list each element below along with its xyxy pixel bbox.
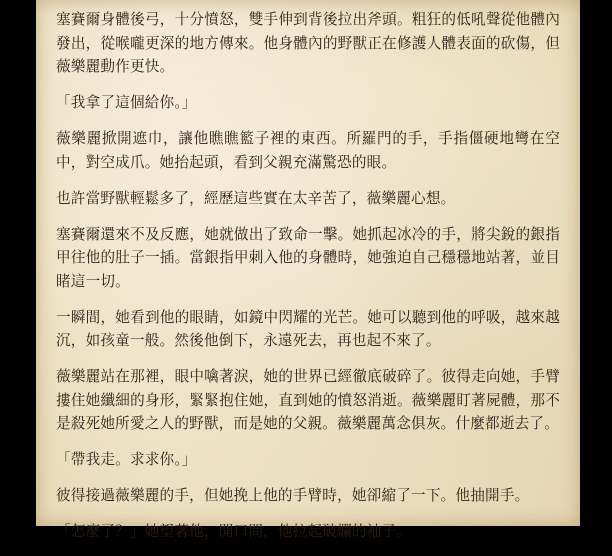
paragraph: 塞賽爾還來不及反應，她就做出了致命一擊。她抓起冰冷的手，將尖銳的銀指甲往他的肚子一插。當銀指甲刺入他的身體時，她強迫自己穩穩地站著，並目睹這一切。: [56, 225, 560, 290]
paragraph: 塞賽爾身體後弓，十分憤怒，雙手伸到背後拉出斧頭。粗狂的低吼聲從他體內發出，從喉嚨更深的地方傳來。他身體內的野獸正在修護人體表面的砍傷，但薇樂麗動作更快。: [56, 11, 560, 75]
page-text: [56, 8, 560, 556]
paragraph: 也許當野獸輕鬆多了，經歷這些實在太辛苦了，薇樂麗心想。: [56, 189, 456, 207]
paragraph: 「帶我走。求求你。」: [56, 451, 197, 468]
paragraph: 「怎麼了？」她望著他，開口問，他拉起破爛的袖子。: [56, 523, 412, 540]
paragraph: 「我拿了這個給你。」: [56, 94, 197, 111]
book-page: [36, 0, 580, 540]
paragraph: 彼得接過薇樂麗的手，但她挽上他的手臂時，她卻縮了一下。他抽開手。: [56, 487, 530, 504]
paragraph: 薇樂麗站在那裡，眼中噙著淚，她的世界已經徹底破碎了。彼得走向她，手臂摟住她纖細的身形，緊緊抱住她，直到她的憤怒消逝。薇樂麗盯著屍體，那不是殺死她所愛之人的野獸，而是她的父親。薇樂麗萬念俱灰。什麼都逝去了。: [56, 368, 560, 432]
paragraph: 一瞬間，她看到他的眼睛，如鏡中閃耀的光芒。她可以聽到他的呼吸，越來越沉，如孩童一般。然後他倒下，永遠死去，再也起不來了。: [56, 308, 560, 349]
paragraph: 薇樂麗掀開遮巾，讓他瞧瞧籃子裡的東西。所羅門的手，手指僵硬地彎在空中，對空成爪。她抬起頭，看到父親充滿驚恐的眼。: [56, 130, 560, 171]
